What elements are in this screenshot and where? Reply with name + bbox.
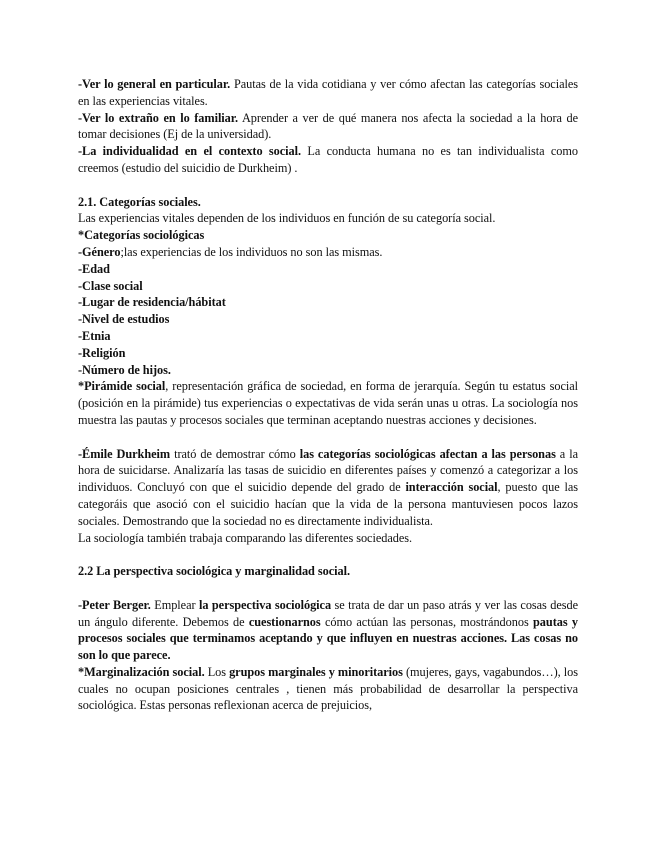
subheading bbox=[78, 227, 578, 244]
section-heading bbox=[78, 194, 578, 211]
list-term: -Clase social bbox=[78, 278, 143, 293]
list-term: -Nivel de estudios bbox=[78, 312, 170, 327]
durkheim-name: -Émile Durkheim bbox=[78, 446, 171, 461]
list-text: ;las experiencias de los individuos no son las mismas. bbox=[120, 244, 383, 259]
section-heading-text: 2.1. Categorías sociales. bbox=[78, 194, 201, 209]
list-item-genero bbox=[78, 244, 578, 261]
intro-item bbox=[78, 76, 578, 110]
intro-text: Pautas de la vida cotidiana y ver cómo afectan las categorías sociales en las experiencias vitales. bbox=[78, 77, 578, 108]
intro-term: -Ver lo extraño en lo familiar. bbox=[78, 110, 239, 125]
list-item bbox=[78, 261, 578, 278]
piramide-paragraph bbox=[78, 378, 578, 428]
marginalizacion-emphasis: grupos marginales y minoritarios bbox=[229, 664, 403, 679]
list-item bbox=[78, 362, 578, 379]
berger-text: cómo actúan las personas, mostrándonos bbox=[320, 614, 534, 629]
list-term: -Religión bbox=[78, 345, 126, 360]
marginalizacion-term: *Marginalización social. bbox=[78, 664, 205, 679]
durkheim-emphasis: interacción social bbox=[405, 480, 498, 495]
paragraph: Las experiencias vitales dependen de los individuos en función de su categoría social. bbox=[78, 211, 496, 226]
spacer bbox=[78, 580, 578, 597]
durkheim-emphasis: las categorías sociológicas afectan a las personas bbox=[299, 446, 556, 461]
intro-item bbox=[78, 110, 578, 144]
berger-emphasis: pautas y procesos sociales que terminamos aceptando y que influyen en nuestras acciones. Las cosas no son lo que parece. bbox=[78, 614, 578, 663]
intro-text: La conducta humana no es tan individualista como creemos (estudio del suicidio de Durkheim) . bbox=[78, 144, 579, 175]
intro-term: -La individualidad en el contexto social. bbox=[78, 144, 302, 159]
marginalizacion-text: Los bbox=[204, 664, 230, 679]
document-page bbox=[78, 76, 578, 714]
durkheim-text: a la hora de suicidarse. Analizaría las tasas de suicidio en diferentes países y comenzó a categorizar a los individuos. Concluyó con que el suicidio depende del grado de bbox=[78, 446, 578, 495]
list-item bbox=[78, 328, 578, 345]
spacer bbox=[78, 546, 578, 563]
list-item bbox=[78, 345, 578, 362]
piramide-term: *Pirámide social bbox=[78, 379, 166, 394]
list-item bbox=[78, 311, 578, 328]
spacer bbox=[78, 429, 578, 446]
berger-emphasis: cuestionarnos bbox=[248, 614, 321, 629]
spacer bbox=[78, 177, 578, 194]
marginalizacion-paragraph bbox=[78, 664, 578, 714]
section-heading-text: 2.2 La perspectiva sociológica y marginalidad social. bbox=[78, 564, 350, 579]
intro-text: Aprender a ver de qué manera nos afecta la sociedad a la hora de tomar decisiones (Ej de la universidad). bbox=[78, 110, 578, 142]
list-term: -Etnia bbox=[78, 328, 111, 343]
list-term: -Edad bbox=[78, 261, 110, 276]
berger-text: Emplear bbox=[150, 597, 199, 612]
list-term: -Género bbox=[78, 244, 121, 259]
berger-name: -Peter Berger. bbox=[78, 597, 151, 612]
intro-item bbox=[78, 143, 578, 177]
berger-text: se trata de dar un paso atrás y ver las cosas desde un ángulo diferente. Debemos de bbox=[78, 597, 578, 629]
marginalizacion-text: (mujeres, gays, vagabundos…), los cuales no ocupan posiciones centrales , tienen más probabilidad de desarrollar la perspectiva sociológica. Estas personas reflexionan acerca de prejuicios, bbox=[78, 664, 578, 713]
subheading-text: *Categorías sociológicas bbox=[78, 228, 205, 243]
durkheim-text: trató de demostrar cómo bbox=[170, 446, 300, 461]
berger-emphasis: la perspectiva sociológica bbox=[198, 597, 332, 612]
list-item bbox=[78, 294, 578, 311]
intro-term: -Ver lo general en particular. bbox=[78, 77, 231, 91]
durkheim-paragraph bbox=[78, 446, 578, 530]
list-term: -Lugar de residencia/hábitat bbox=[78, 295, 226, 310]
berger-paragraph bbox=[78, 597, 578, 664]
list-item bbox=[78, 278, 578, 295]
paragraph: La sociología también trabaja comparando las diferentes sociedades. bbox=[78, 530, 412, 545]
section-heading bbox=[78, 563, 578, 580]
list-term: -Número de hijos. bbox=[78, 362, 171, 377]
durkheim-text: , puesto que las categoráis que asoció con el suicidio hacían que la vida de la persona mantuviesen pocos lazos sociales. Demostrando que la sociedad no es directamente individualista. bbox=[78, 480, 578, 528]
piramide-text: , representación gráfica de sociedad, en forma de jerarquía. Según tu estatus social (posición en la pirámide) tus experiencias o expectativas de vida serán unas u otras. La sociología nos muestra las pautas y procesos sociales que terminan aceptando nuestras acciones y decisiones. bbox=[78, 379, 578, 427]
